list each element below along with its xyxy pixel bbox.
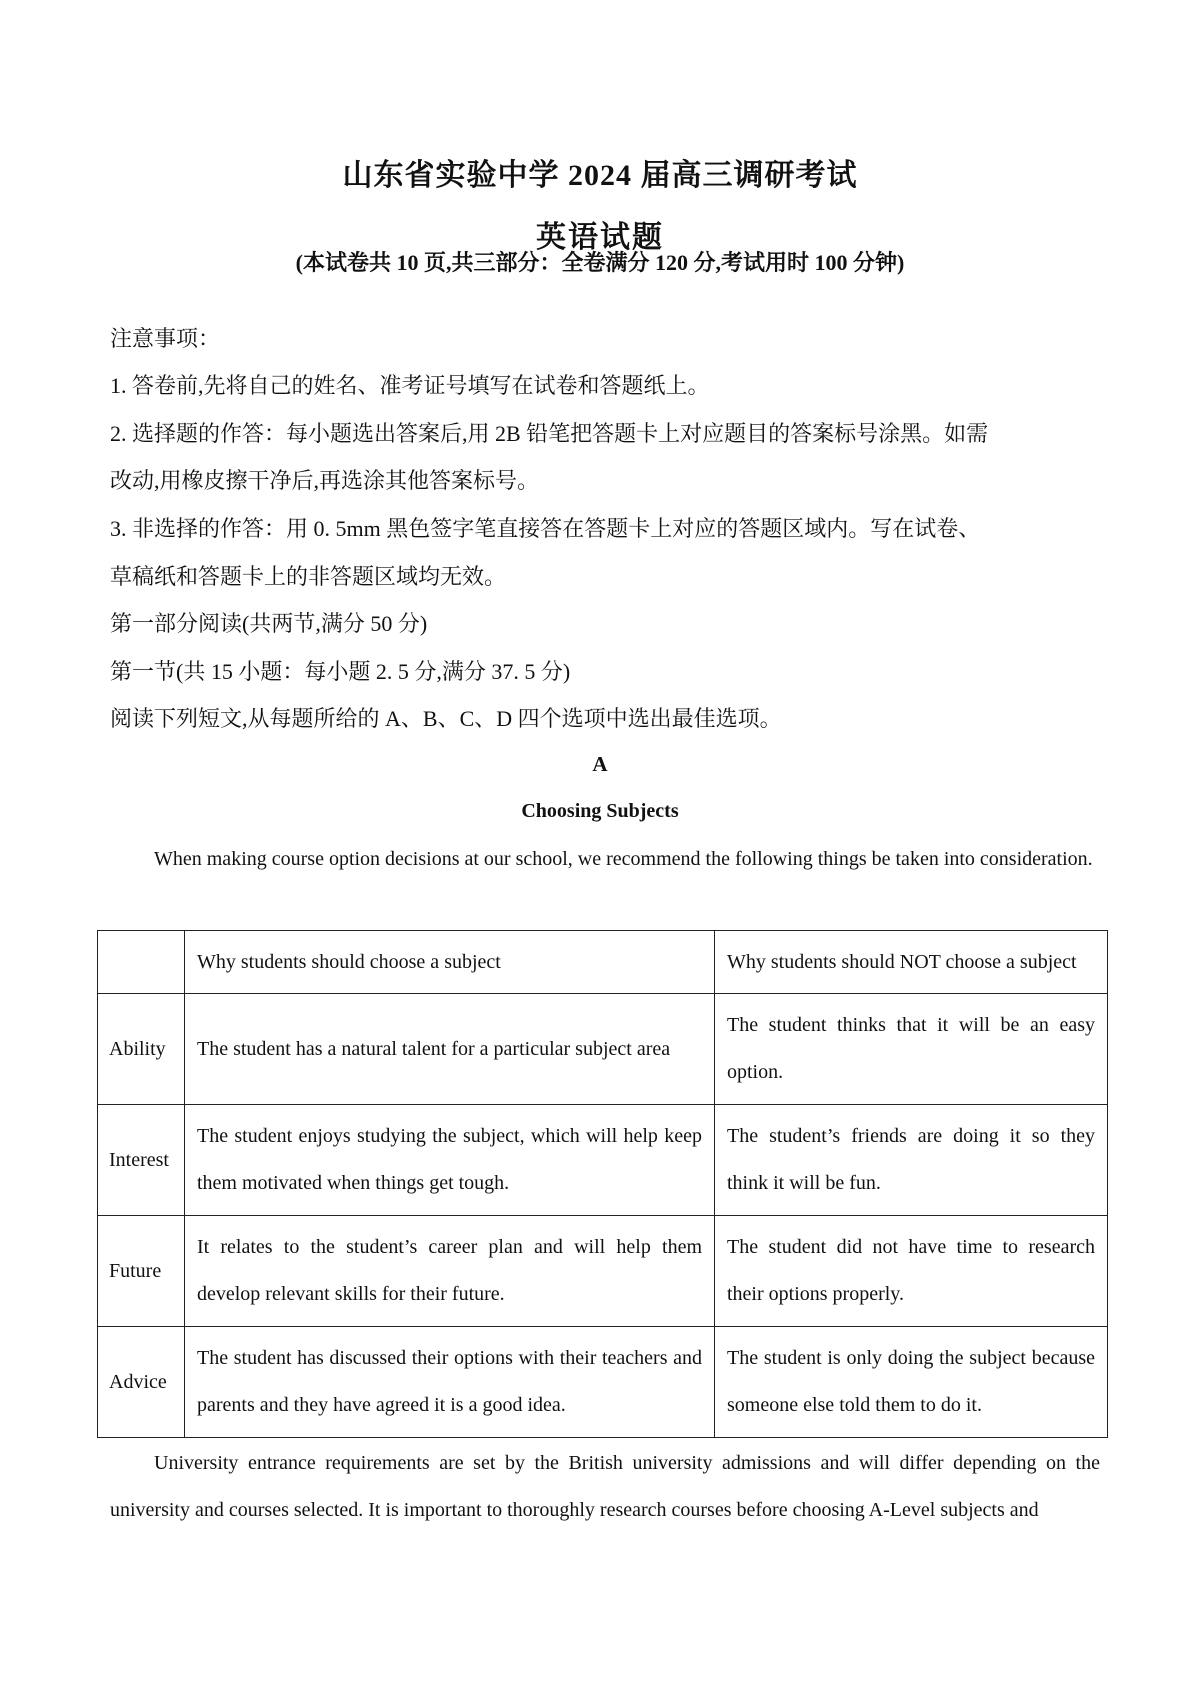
notice-item-2a: 2. 选择题的作答：每小题选出答案后,用 2B 铅笔把答题卡上对应题目的答案标号涂黑。如需 bbox=[110, 421, 989, 446]
table-cell: The student has a natural talent for a particular subject area bbox=[185, 994, 715, 1105]
notice-item-3a: 3. 非选择的作答：用 0. 5mm 黑色签字笔直接答在答题卡上对应的答题区域内。写在试卷、 bbox=[110, 516, 981, 541]
passage-intro: When making course option decisions at our school, we recommend the following things be taken into consideration. bbox=[154, 848, 1093, 870]
notice-heading: 注意事项： bbox=[110, 326, 221, 351]
table-header-cell bbox=[98, 931, 185, 994]
row-label: Ability bbox=[98, 994, 185, 1105]
table-cell: The student thinks that it will be an easy option. bbox=[715, 994, 1108, 1105]
row-label: Future bbox=[98, 1216, 185, 1327]
reading-instruction: 阅读下列短文,从每题所给的 A、B、C、D 四个选项中选出最佳选项。 bbox=[110, 706, 782, 731]
table-row bbox=[98, 994, 1108, 1105]
subject-title: 英语试题 bbox=[536, 221, 664, 254]
table-cell: The student has discussed their options with their teachers and parents and they have agreed it is a good idea. bbox=[185, 1327, 715, 1438]
table-row bbox=[98, 1327, 1108, 1438]
notice-item-1: 1. 答卷前,先将自己的姓名、准考证号填写在试卷和答题纸上。 bbox=[110, 373, 710, 398]
notice-item-2b: 改动,用橡皮擦干净后,再选涂其他答案标号。 bbox=[110, 468, 540, 493]
row-label: Advice bbox=[98, 1327, 185, 1438]
table-header-cell: Why students should choose a subject bbox=[185, 931, 715, 994]
exam-info: (本试卷共 10 页,共三部分：全卷满分 120 分,考试用时 100 分钟) bbox=[295, 250, 905, 275]
table-header-cell: Why students should NOT choose a subject bbox=[715, 931, 1108, 994]
notice-item-3b: 草稿纸和答题卡上的非答题区域均无效。 bbox=[110, 564, 507, 589]
subjects-table bbox=[97, 930, 1108, 1438]
table-row bbox=[98, 1216, 1108, 1327]
table-cell: The student did not have time to research their options properly. bbox=[715, 1216, 1108, 1327]
table-header-row bbox=[98, 931, 1108, 994]
exam-title: 山东省实验中学 2024 届高三调研考试 bbox=[342, 159, 858, 192]
table-cell: The student is only doing the subject because someone else told them to do it. bbox=[715, 1327, 1108, 1438]
part-heading: 第一部分阅读(共两节,满分 50 分) bbox=[110, 611, 428, 636]
table-cell: The student enjoys studying the subject, which will help keep them motivated when things get tough. bbox=[185, 1105, 715, 1216]
passage-letter: A bbox=[592, 752, 608, 776]
table-cell: It relates to the student’s career plan and will help them develop relevant skills for their future. bbox=[185, 1216, 715, 1327]
table-cell: The student’s friends are doing it so they think it will be fun. bbox=[715, 1105, 1108, 1216]
passage-continuation: University entrance requirements are set by the British university admissions and will differ depending on the university and courses selected. It is important to thoroughly research courses before choosing A-Level subjects and bbox=[110, 1452, 1100, 1521]
passage-title: Choosing Subjects bbox=[521, 800, 679, 822]
subsection-heading: 第一节(共 15 小题：每小题 2. 5 分,满分 37. 5 分) bbox=[110, 659, 571, 684]
row-label: Interest bbox=[98, 1105, 185, 1216]
table-row bbox=[98, 1105, 1108, 1216]
